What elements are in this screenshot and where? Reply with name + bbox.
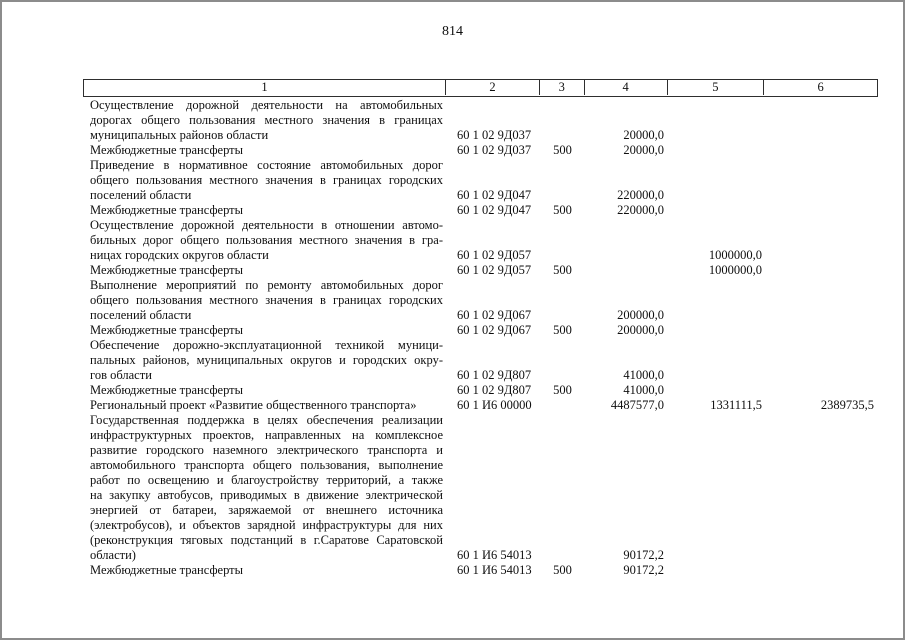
row-amount-col4: 220000,0 [617,203,664,217]
column-header: 1 [84,80,446,95]
row-code: 60 1 02 9Д037 [457,128,532,142]
description-line: (реконструкция тяговых подстанций в г.Саратове Саратовской [90,533,443,547]
table-row [83,323,878,338]
description-line: Государственная поддержка в целях обеспечения реализации [90,413,443,427]
row-expense-type: 500 [553,563,572,577]
description-line: поселений области [90,308,192,322]
description-line: дорогах общего пользования местного значения в границах [90,113,443,127]
row-expense-type: 500 [553,143,572,157]
description-line: на закупку автобусов, приводимых в движение электрической [90,488,443,502]
description-line: Межбюджетные трансферты [90,383,244,397]
description-line: муниципальных районов области [90,128,269,142]
row-code: 60 1 02 9Д047 [457,203,532,217]
table-row [83,98,878,143]
description-line: Межбюджетные трансферты [90,323,244,337]
row-code: 60 1 02 9Д067 [457,323,532,337]
description-line: Межбюджетные трансферты [90,143,244,157]
row-amount-col4: 220000,0 [617,188,664,202]
description-line: Межбюджетные трансферты [90,263,244,277]
description-line: Выполнение мероприятий по ремонту автомобильных дорог [90,278,443,292]
row-description [83,338,446,383]
row-code: 60 1 02 9Д067 [457,308,532,322]
description-line: энергией от батареи, заряжаемой от внешнего источника [90,503,443,517]
row-amount-col4: 41000,0 [623,368,664,382]
row-code: 60 1 02 9Д047 [457,188,532,202]
table-row [83,263,878,278]
column-header: 4 [585,80,668,95]
table-row [83,563,878,578]
row-amount-col4: 4487577,0 [610,398,664,412]
row-description [83,143,446,158]
row-code: 60 1 02 9Д057 [457,263,532,277]
budget-table [83,79,878,578]
table-row [83,338,878,383]
row-expense-type: 500 [553,323,572,337]
row-amount-col5: 1331111,5 [710,398,762,412]
description-line: инфраструктурных проектов, направленных на комплексное [90,428,443,442]
row-amount-col4: 41000,0 [623,383,664,397]
description-line: Осуществление дорожной деятельности на автомобильных [90,98,443,112]
table-row [83,203,878,218]
description-line: Обеспечение дорожно-эксплуатационной техникой муници- [90,338,443,352]
row-code: 60 1 02 9Д037 [457,143,532,157]
row-description [83,203,446,218]
row-description [83,383,446,398]
row-amount-col5: 1000000,0 [708,248,762,262]
description-line: Межбюджетные трансферты [90,563,244,577]
column-header: 5 [668,80,765,95]
description-line: работ по освещению и благоустройству территорий, а также [90,473,443,487]
row-expense-type: 500 [553,263,572,277]
row-expense-type: 500 [553,203,572,217]
row-expense-type: 500 [553,383,572,397]
description-line: общего пользования местного значения в границах городских [90,173,443,187]
description-line: Региональный проект «Развитие общественного транспорта» [90,398,417,412]
table-row [83,398,878,413]
row-code: 60 1 02 9Д807 [457,368,532,382]
row-amount-col5: 1000000,0 [708,263,762,277]
table-row [83,278,878,323]
table-row [83,383,878,398]
description-line: автомобильного транспорта общего пользования, выполнение [90,458,443,472]
table-row [83,218,878,263]
table-row [83,413,878,563]
table-header-row [83,79,878,97]
row-description [83,98,446,143]
row-amount-col4: 20000,0 [623,143,664,157]
row-description [83,278,446,323]
description-line: Осуществление дорожной деятельности в отношении автомо- [90,218,443,232]
row-amount-col4: 20000,0 [623,128,664,142]
row-amount-col4: 90172,2 [623,563,664,577]
row-amount-col6: 2389735,5 [820,398,874,412]
row-description [83,398,446,413]
row-code: 60 1 И6 54013 [457,548,532,562]
description-line: Приведение в нормативное состояние автомобильных дорог [90,158,443,172]
row-amount-col4: 200000,0 [617,323,664,337]
table-body [83,98,878,578]
description-line: пальных районов, муниципальных округов и городских окру- [90,353,443,367]
table-row [83,143,878,158]
description-line: ницах городских округов области [90,248,269,262]
page-number: 814 [442,24,463,39]
row-code: 60 1 02 9Д807 [457,383,532,397]
row-amount-col4: 90172,2 [623,548,664,562]
description-line: поселений области [90,188,192,202]
description-line: развитие городского наземного электрического транспорта и [90,443,443,457]
row-code: 60 1 И6 54013 [457,563,532,577]
description-line: области) [90,548,136,562]
description-line: (электробусов), и объектов зарядной инфраструктуры для них [90,518,443,532]
row-code: 60 1 И6 00000 [457,398,532,412]
description-line: Межбюджетные трансферты [90,203,244,217]
row-description [83,413,446,563]
row-amount-col4: 200000,0 [617,308,664,322]
column-header: 3 [540,80,585,95]
row-description [83,263,446,278]
description-line: гов области [90,368,152,382]
column-header: 6 [817,80,824,94]
table-row [83,158,878,203]
row-code: 60 1 02 9Д057 [457,248,532,262]
row-description [83,563,446,578]
column-header: 2 [446,80,540,95]
description-line: бильных дорог общего пользования местного значения в гра- [90,233,443,247]
row-description [83,323,446,338]
row-description [83,158,446,203]
description-line: общего пользования местного значения в границах городских [90,293,443,307]
row-description [83,218,446,263]
